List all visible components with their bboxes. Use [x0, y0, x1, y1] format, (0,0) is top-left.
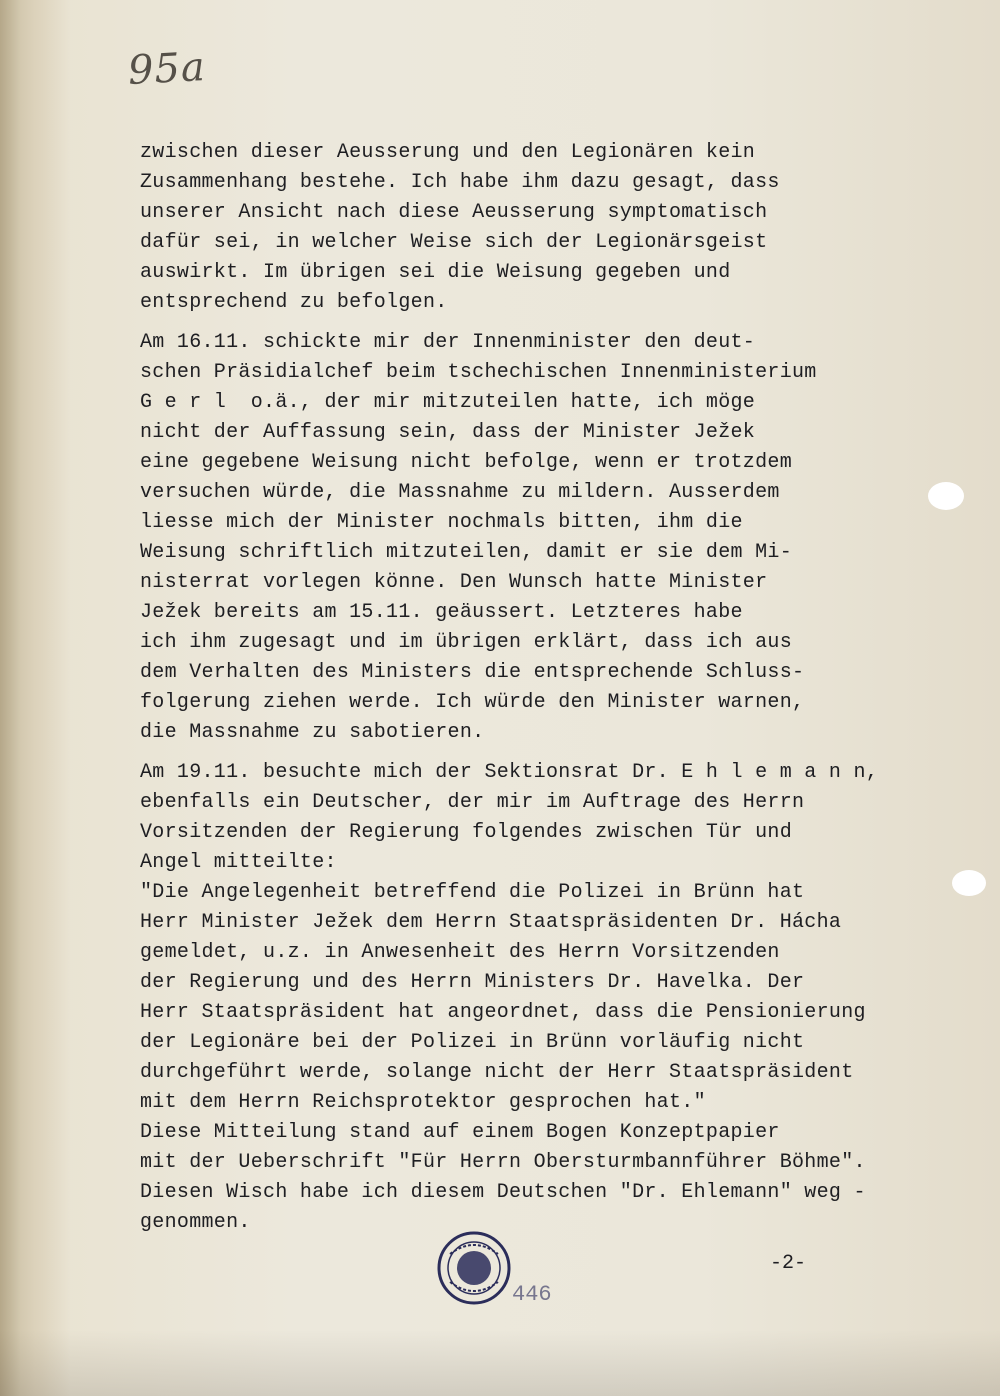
text-line: nisterrat vorlegen könne. Den Wunsch hatte Minister: [140, 571, 768, 594]
text-line: auswirkt. Im übrigen sei die Weisung gegeben und: [140, 261, 731, 284]
paper-fold: [0, 0, 20, 1396]
text-line: Diesen Wisch habe ich diesem Deutschen "Dr. Ehlemann" weg -: [140, 1181, 866, 1204]
text-line: durchgeführt werde, solange nicht der Herr Staatspräsident: [140, 1061, 854, 1084]
stamp-number: 446: [512, 1282, 552, 1307]
text-line: zwischen dieser Aeusserung und den Legionären kein: [140, 141, 756, 164]
text-line: gemeldet, u.z. in Anwesenheit des Herrn Vorsitzenden: [140, 941, 780, 964]
handwritten-folio-number: 95a: [126, 43, 207, 95]
typewritten-body: [140, 138, 879, 1248]
text-line: Weisung schriftlich mitzuteilen, damit er sie dem Mi-: [140, 541, 793, 564]
text-line: mit dem Herrn Reichsprotektor gesprochen hat.": [140, 1091, 706, 1114]
paper-bottom-shadow: [0, 1330, 1000, 1396]
stamp-seal-icon: [436, 1230, 512, 1306]
paragraph-3: [140, 758, 879, 1238]
text-line: der Regierung und des Herrn Ministers Dr. Havelka. Der: [140, 971, 805, 994]
text-line: mit der Ueberschrift "Für Herrn Obersturmbannführer Böhme".: [140, 1151, 866, 1174]
text-line: G e r l o.ä., der mir mitzuteilen hatte, ich möge: [140, 391, 756, 414]
text-line: Angel mitteilte:: [140, 851, 337, 874]
text-line: unserer Ansicht nach diese Aeusserung symptomatisch: [140, 201, 768, 224]
text-line: schen Präsidialchef beim tschechischen Innenministerium: [140, 361, 817, 384]
text-line: Ježek bereits am 15.11. geäussert. Letzteres habe: [140, 601, 743, 624]
archive-stamp: [436, 1230, 512, 1306]
text-line: Vorsitzenden der Regierung folgendes zwischen Tür und: [140, 821, 793, 844]
text-line: dem Verhalten des Ministers die entsprechende Schluss-: [140, 661, 805, 684]
page-number: -2-: [770, 1252, 807, 1275]
text-line: Herr Staatspräsident hat angeordnet, dass die Pensionierung: [140, 1001, 866, 1024]
text-line: genommen.: [140, 1211, 251, 1234]
paragraph-2: [140, 328, 860, 748]
punch-hole-bottom: [952, 870, 986, 896]
text-line: entsprechend zu befolgen.: [140, 291, 448, 314]
text-line: folgerung ziehen werde. Ich würde den Minister warnen,: [140, 691, 805, 714]
text-line: Am 16.11. schickte mir der Innenminister den deut-: [140, 331, 756, 354]
text-line: Herr Minister Ježek dem Herrn Staatspräsidenten Dr. Hácha: [140, 911, 842, 934]
text-line: nicht der Auffassung sein, dass der Minister Ježek: [140, 421, 756, 444]
paragraph-1: [140, 138, 860, 318]
text-line: der Legionäre bei der Polizei in Brünn vorläufig nicht: [140, 1031, 805, 1054]
text-line: dafür sei, in welcher Weise sich der Legionärsgeist: [140, 231, 768, 254]
text-line: Am 19.11. besuchte mich der Sektionsrat Dr. E h l e m a n n,: [140, 761, 879, 784]
text-line: "Die Angelegenheit betreffend die Polizei in Brünn hat: [140, 881, 805, 904]
text-line: ich ihm zugesagt und im übrigen erklärt, dass ich aus: [140, 631, 793, 654]
text-line: Diese Mitteilung stand auf einem Bogen Konzeptpapier: [140, 1121, 780, 1144]
text-line: ebenfalls ein Deutscher, der mir im Auftrage des Herrn: [140, 791, 805, 814]
text-line: die Massnahme zu sabotieren.: [140, 721, 485, 744]
text-line: liesse mich der Minister nochmals bitten, ihm die: [140, 511, 743, 534]
text-line: versuchen würde, die Massnahme zu mildern. Ausserdem: [140, 481, 780, 504]
text-line: Zusammenhang bestehe. Ich habe ihm dazu gesagt, dass: [140, 171, 780, 194]
text-line: eine gegebene Weisung nicht befolge, wenn er trotzdem: [140, 451, 793, 474]
punch-hole-top: [928, 482, 964, 510]
